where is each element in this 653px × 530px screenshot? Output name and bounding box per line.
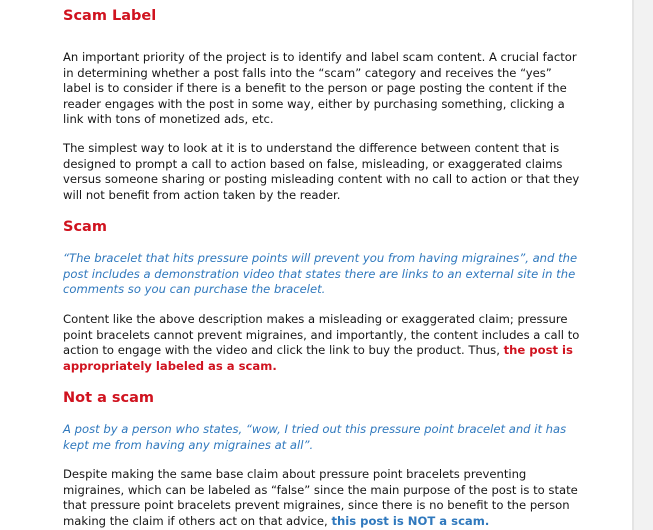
not-scam-explanation-text: Despite making the same base claim about pressure point bracelets preventing migraines, which can be labeled as “false” since the main purpose of the post is to state that pressure point bracelets prevent migraines, since there is no benefit to the person making the claim if others act on that advice, (63, 467, 578, 528)
not-scam-conclusion: this post is NOT a scam. (331, 513, 490, 528)
scam-label-heading: Scam Label (63, 8, 157, 24)
scam-heading: Scam (63, 219, 107, 235)
scam-conclusion: the post is appropriately labeled as a scam. (63, 343, 573, 373)
scam-explanation (63, 312, 583, 374)
not-scam-heading: Not a scam (63, 390, 155, 406)
scam-example-quote: “The bracelet that hits pressure points will prevent you from having migraines”, and the post includes a demonstration video that states there are links to an external site in the comments so you can purchase the bracelet. (63, 251, 578, 297)
scam-label-paragraph-2: The simplest way to look at it is to understand the difference between content that is designed to prompt a call to action based on false, misleading, or exaggerated claims versus someone sharing or posting misleading content with no call to action or that they will not benefit from action taken by the reader. (63, 141, 580, 202)
scam-label-paragraph-1: An important priority of the project is to identify and label scam content. A crucial factor in determining whether a post falls into the “scam” category and receives the “yes” label is to consider if there is a benefit to the person or page posting the content if the reader engages with the post in some way, either by purchasing something, clicking a link with tons of monetized ads, etc. (63, 50, 577, 127)
page-edge-divider (632, 0, 634, 530)
not-scam-explanation (63, 467, 583, 529)
not-scam-example-quote: A post by a person who states, “wow, I tried out this pressure point bracelet and it has kept me from having any migraines at all”. (63, 422, 567, 452)
scam-explanation-text: Content like the above description makes a misleading or exaggerated claim; pressure point bracelets cannot prevent migraines, and importantly, the content includes a call to action to engage with the video and click the link to buy the product. Thus, (63, 312, 580, 358)
